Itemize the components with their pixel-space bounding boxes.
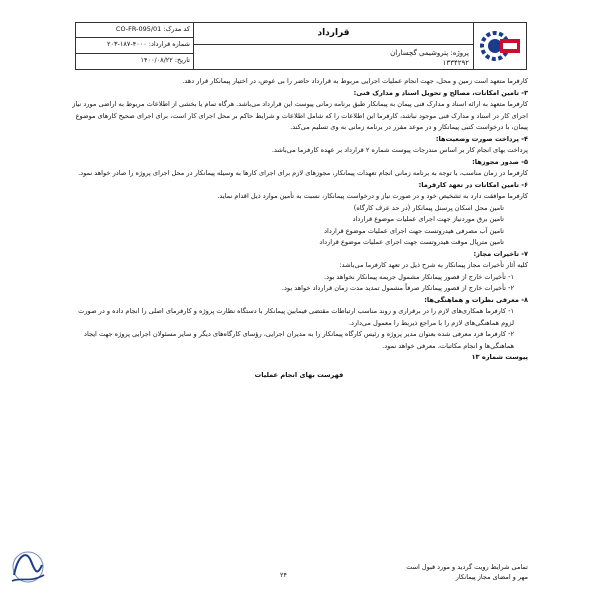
contract-number: شماره قرارداد: ۴۰۰۰-۱۸۷-۲۰۳ <box>76 38 193 53</box>
section-4-text: پرداخت بهای انجام کار بر اساس مندرجات پیوست شماره ۲ قرارداد بر عهده کارفرما می‌باشد. <box>271 146 528 154</box>
section-7-text: کلیه آثار تأخیرات مجاز پیمانکار به شرح ذیل در تعهد کارفرما می‌باشد: <box>339 261 528 269</box>
header-title-block <box>194 23 474 69</box>
footer-note-line-2: مهر و امضای مجاز پیمانکار <box>455 573 528 581</box>
footer-note <box>406 562 528 582</box>
contract-body <box>70 76 528 381</box>
page-number: ۲۴ <box>280 571 287 579</box>
header-meta <box>76 23 194 69</box>
project-code: ۱۳۳۴۲۹۲ <box>442 59 469 67</box>
list-item: ۱- کارفرما همکاری‌های لازم را در برقراری و روند مناسب ارتباطات مقتضی فیمابین پیمانکار با دستگاه نظارت پروژه و کارفرمای اصلی را انجام داده و در صورت لزوم هماهنگی‌های لازم را با مراجع ذیربط را معمول می‌دارد. <box>78 307 514 327</box>
section-3-text: کارفرما متعهد به ارائه اسناد و مدارک فنی پیمان به پیمانکار طبق برنامه زمانی پیوست این قرارداد می‌باشد. هرگاه تمام یا بخشی از اطلاعات مربوط به اراضی مورد نیاز اجرای کار در اسناد و مدارک فنی موجود نباشد، کارفرما این اطلاعات را که شامل اطلاعات و شرایط حاکم بر محل اجرای کار است، برای اجرای صحیح کارهای موضوع پیمان، با درخواست کتبی پیمانکار و در موعد مقرر در برنامه زمانی به وی تسلیم می‌کند. <box>72 100 528 131</box>
list-item: ۲- کارفرما فرد معرفی شده بعنوان مدیر پروژه و رئیس کارگاه پیمانکار را به مدیران اجرایی، رؤسای کارگاه‌های دیگر و سایر مسئولان اجرایی پروژه جهت ایجاد هماهنگی‌ها و انجام مکاتبات، معرفی خواهد نمود. <box>84 330 514 350</box>
document-title: قرارداد <box>194 23 473 45</box>
page-footer <box>70 560 528 590</box>
intro-paragraph: کارفرما متعهد است زمین و محل، جهت انجام عملیات اجرایی مربوط به قرارداد حاضر را بی عوض، در اختیار پیمانکار قرار دهد. <box>182 77 528 85</box>
signature-stamp-icon <box>8 545 48 589</box>
list-item: تامین مترپال موقت هیدروتست جهت اجرای عملیات موضوع قرارداد <box>319 238 504 246</box>
footer-note-line-1: تمامی شرایط رویت گردید و مورد قبول است <box>406 563 528 571</box>
section-7-title: ۷- تاخیرات مجاز: <box>473 249 528 258</box>
section-6-title: ۶- تامین امکانات در تعهد کارفرما: <box>418 180 528 189</box>
annex-title: فهرست بهای انجام عملیات <box>254 370 344 379</box>
list-item: تامین آب مصرفی هیدروتست جهت اجرای عملیات موضوع قرارداد <box>324 226 504 235</box>
list-item: ۲- تأخیرات خارج از قصور پیمانکار صرفاً مشمول تمدید مدت زمان قرارداد خواهد بود. <box>281 284 514 292</box>
gear-logo-icon <box>478 27 522 65</box>
doc-code: کد مدرک: CO-FR-095/01 <box>76 23 193 38</box>
contract-date: تاریخ: ۱۴۰۰/۰۸/۲۲ <box>140 55 190 64</box>
document-header <box>75 22 527 70</box>
section-5-text: کارفرما در زمان مناسب، با توجه به برنامه زمانی انجام تعهدات پیمانکار، مجوزهای لازم برای اجرای کارها به وسیله پیمانکار در محل اجرای پروژه را صادر خواهد نمود. <box>78 169 528 177</box>
company-logo <box>474 23 526 69</box>
section-4-title: ۴- پرداخت صورت وضعیت‌ها: <box>435 134 528 143</box>
section-6-text: کارفرما موافقت دارد به تشخیص خود و در صورت نیاز و درخواست پیمانکار، نسبت به تأمین موارد ذیل اقدام نماید. <box>217 192 528 200</box>
section-8-title: ۸- معرفی نظرات و هماهنگی‌ها: <box>424 295 528 304</box>
section-3-title: ۳- تامین امکانات، مصالح و تحویل اسناد و مدارک فنی: <box>353 88 528 97</box>
list-item: ۱- تأخیرات خارج از قصور پیمانکار مشمول جریمه پیمانکار نخواهد بود. <box>324 272 514 281</box>
list-item: تامین برق موردنیاز جهت اجرای عملیات موضوع قرارداد <box>352 215 504 223</box>
section-5-title: ۵- صدور مجوزها: <box>472 157 528 166</box>
annex-heading: پیوست شماره ۱۳ <box>471 353 528 361</box>
project-name: پروژه: پتروشیمی گچساران <box>390 49 469 57</box>
list-item: تامین محل اسکان پرسنل پیمانکار (در حد عرف کارگاه) <box>353 203 504 212</box>
